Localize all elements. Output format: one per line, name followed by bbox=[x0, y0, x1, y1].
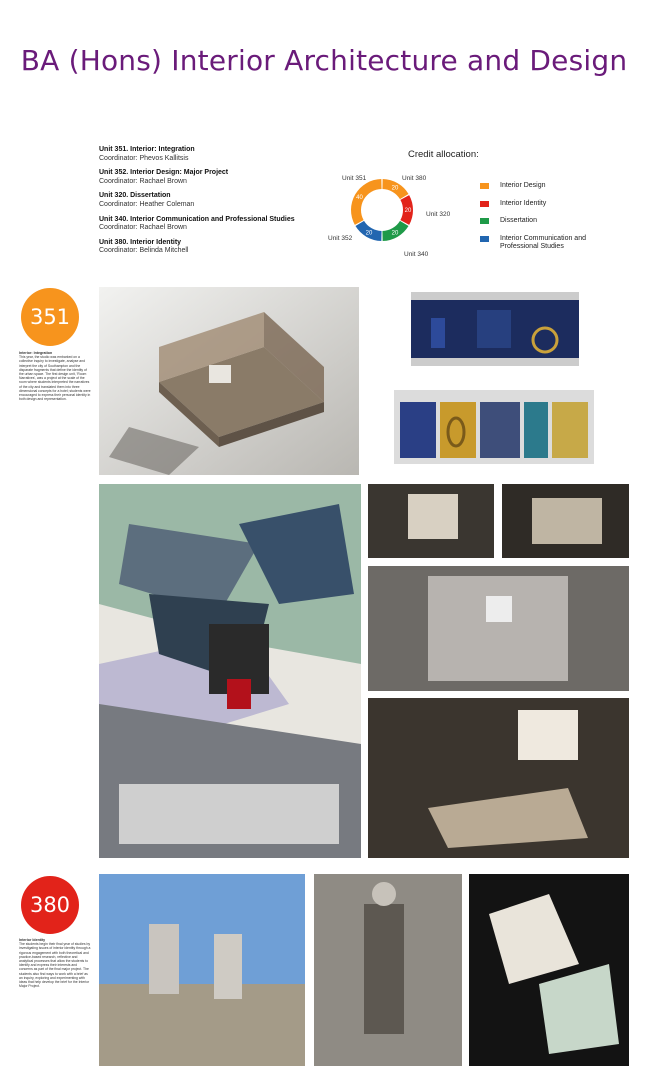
model-photo bbox=[99, 287, 359, 475]
page-title: BA (Hons) Interior Architecture and Design bbox=[20, 44, 628, 77]
section-drawing-1 bbox=[407, 288, 587, 370]
collage-artwork bbox=[99, 484, 361, 858]
legend-label: Dissertation bbox=[500, 217, 537, 224]
legend-item bbox=[480, 235, 600, 252]
unit-entry bbox=[99, 169, 329, 186]
legend-label: Interior Design bbox=[500, 182, 546, 189]
legend-item bbox=[480, 217, 600, 226]
unit-entry bbox=[99, 192, 329, 209]
slice-value-label: 40 bbox=[356, 195, 363, 202]
unit-entry bbox=[99, 216, 329, 233]
unit-entry bbox=[99, 146, 329, 163]
slice-unit-label: Unit 352 bbox=[328, 235, 353, 242]
credit-allocation-title: Credit allocation: bbox=[408, 149, 479, 160]
unit-list bbox=[99, 146, 329, 262]
slice-value-label: 20 bbox=[391, 230, 399, 237]
description-body: The students begin their final year of studies by investigating issues of interior identity through a rigorous engagement with both theoretical and practice-based research, reflective and analytical processes that allow the students to identify and express their interests and concerns as part of the final major project. The students also find ways to work with a brief as an inquiry, exploring and experimenting with ideas that help develop the brief for the Interior Major Project. bbox=[19, 942, 91, 989]
identity-collage bbox=[314, 874, 462, 1066]
unit-351-description bbox=[19, 351, 91, 401]
description-body: This year, the studio was embarked on a collective inquiry to investigate, analyse and interpret the city of Southampton and the disparate fragments that define the identity of the urban space. The first design unit, 'Room Narratives', was a project at the scale of the room where students interpreted the narratives of the city and translated them into three dimensional concepts for a hotel; students were encouraged to express their personal identity in both design and representation. bbox=[19, 355, 91, 402]
unit-coordinator: Coordinator: Rachael Brown bbox=[99, 177, 187, 185]
slice-unit-label: Unit 380 bbox=[402, 175, 427, 182]
legend-swatch bbox=[480, 218, 489, 224]
legend-swatch bbox=[480, 236, 489, 242]
unit-380-badge: 380 bbox=[21, 876, 79, 934]
legend-swatch bbox=[480, 201, 489, 207]
folded-paper-photo bbox=[469, 874, 629, 1066]
slice-value-label: 20 bbox=[404, 208, 412, 215]
identity-photo-1 bbox=[99, 874, 305, 1066]
unit-coordinator: Coordinator: Belinda Mitchell bbox=[99, 247, 189, 255]
slice-unit-label: Unit 351 bbox=[342, 175, 367, 182]
legend-item bbox=[480, 200, 600, 209]
unit-coordinator: Coordinator: Rachael Brown bbox=[99, 224, 187, 232]
unit-name: Unit 352. Interior Design: Major Project bbox=[99, 169, 229, 177]
unit-coordinator: Coordinator: Heather Coleman bbox=[99, 200, 195, 208]
donut-slice bbox=[351, 179, 382, 225]
render-view-1 bbox=[368, 484, 494, 558]
legend-label: Interior Identity bbox=[500, 199, 547, 207]
slice-unit-label: Unit 340 bbox=[404, 251, 429, 258]
unit-entry bbox=[99, 239, 329, 256]
description-title: Interior Identity bbox=[19, 938, 46, 942]
unit-380-description bbox=[19, 938, 91, 988]
section-drawing-2 bbox=[388, 382, 600, 472]
legend-swatch bbox=[480, 183, 489, 189]
credit-donut-chart bbox=[318, 168, 468, 268]
slice-value-label: 20 bbox=[365, 230, 373, 237]
render-view-2 bbox=[502, 484, 629, 558]
legend-item bbox=[480, 182, 600, 191]
description-title: Interior: Integration bbox=[19, 351, 53, 355]
slice-unit-label: Unit 320 bbox=[426, 211, 451, 218]
render-view-3 bbox=[368, 566, 629, 691]
chart-legend bbox=[480, 182, 600, 261]
unit-name: Unit 320. Dissertation bbox=[99, 192, 171, 200]
unit-name: Unit 351. Interior: Integration bbox=[99, 146, 195, 153]
unit-name: Unit 380. Interior Identity bbox=[99, 238, 182, 246]
unit-name: Unit 340. Interior Communication and Professional Studies bbox=[99, 215, 295, 223]
unit-351-badge: 351 bbox=[21, 288, 79, 346]
legend-label: Interior Communication and Professional Studies bbox=[500, 234, 586, 250]
render-view-4 bbox=[368, 698, 629, 858]
unit-coordinator: Coordinator: Phevos Kallitsis bbox=[99, 154, 189, 162]
slice-value-label: 20 bbox=[391, 185, 399, 192]
